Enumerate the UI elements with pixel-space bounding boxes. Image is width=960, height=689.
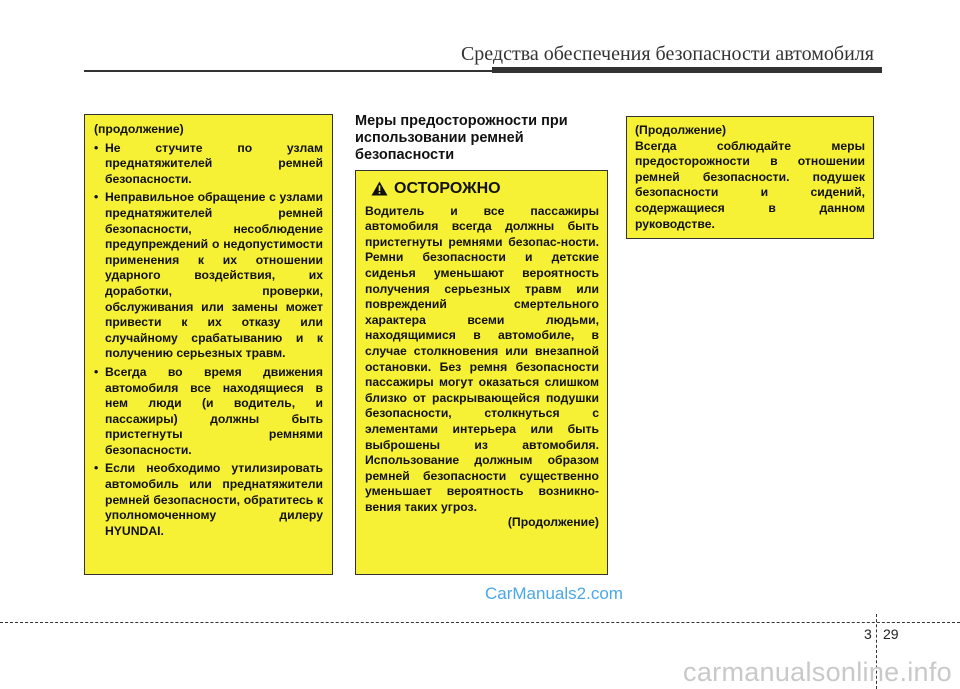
- bullet-text: Неправильное обращение с узлами преднатяжителей ремней безопасности, несоблюдение предупреждений о недопустимости применения к их отношении ударного воздействия, их доработки, проверки, обслуживания или замены может привести к их отказу или случайному срабатыванию и к получению серьезных травм.: [105, 190, 323, 361]
- list-item: [94, 365, 323, 459]
- right-note-heading: (Продолжение): [635, 123, 727, 137]
- bullet-text: Не стучите по узлам преднатяжителей ремней безопасности.: [105, 140, 323, 186]
- continued-note-right: [626, 116, 874, 239]
- continued-note-left: [84, 114, 333, 575]
- left-note-bullets: [94, 141, 323, 540]
- warning-box: [355, 170, 608, 575]
- bullet-icon: •: [94, 364, 99, 379]
- header-rule-thick: [492, 67, 882, 73]
- warning-header: [371, 181, 599, 197]
- bullet-icon: •: [94, 461, 99, 476]
- site-watermark: carmanualsonline.info: [683, 657, 952, 687]
- bullet-icon: •: [94, 190, 99, 205]
- page-header-title: Средства обеспечения безопасности автомобиля: [460, 43, 874, 65]
- bullet-text: Всегда во время движения автомобиля все находящиеся в нем люди (и водитель, и пассажиры) должны быть пристегнуты ремнями безопасности.: [105, 364, 323, 457]
- bullet-text: Если необходимо утилизировать автомобиль или преднатяжители ремней безопасности, обратитесь к уполномоченному дилеру HYUNDAI.: [105, 461, 323, 538]
- section-heading: Меры предосторожности при использовании ремней безопасности: [355, 113, 568, 163]
- list-item: [94, 461, 323, 539]
- warning-triangle-icon: [371, 181, 388, 196]
- section-number: 3: [864, 626, 872, 642]
- warning-body: Водитель и все пассажиры автомобиля всегда должны быть пристегнуты ремнями безопас-ности. Ремни безопасности и детские сиденья уменьшают вероятность получения серьезных травм или повреждений смертельного характера всеми людьми, находящимися в автомобиле, в случае столкновения или внезапной остановки. Без ремня безопасности пассажиры могут оказаться слишком близко от раскрывающейся подушки безопасности, столкнуться с элементами интерьера или быть выброшены из автомобиля. Использование должным образом ремней безопасности существенно уменьшает вероятность возникно-вения таких угроз.: [365, 203, 599, 514]
- right-note-body: Всегда соблюдайте меры предосторожности в отношении ремней безопасности. подушек безопасности и сидений, содержащиеся в данном руководстве.: [635, 138, 865, 231]
- warning-title: ОСТОРОЖНО: [394, 180, 501, 197]
- list-item: [94, 141, 323, 188]
- list-item: [94, 190, 323, 362]
- footer-rule: [0, 622, 960, 623]
- warning-continued: (Продолжение): [507, 515, 599, 530]
- bullet-icon: •: [94, 140, 99, 155]
- header-rule: [84, 70, 492, 72]
- page-number: 29: [883, 626, 899, 642]
- watermark-logo: CarManuals2.com: [485, 584, 623, 603]
- left-note-heading: (продолжение): [94, 122, 184, 136]
